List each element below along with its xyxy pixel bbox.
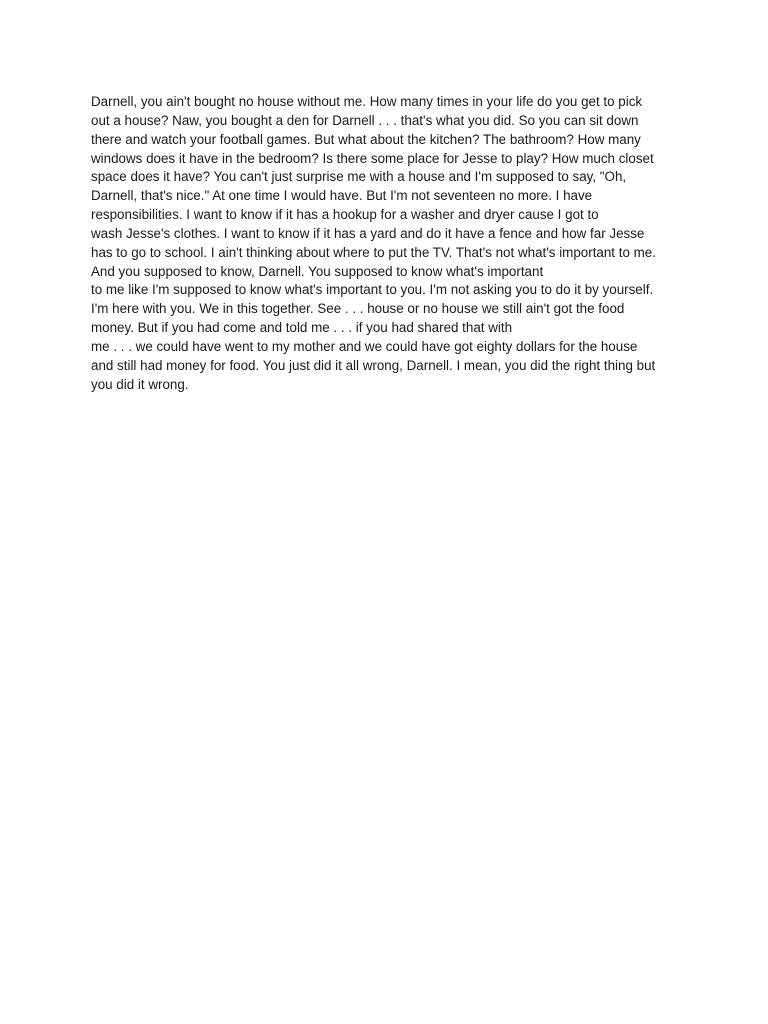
text-line: wash Jesse's clothes. I want to know if it has a yard and do it have a fence and how far Jesse [91, 225, 645, 241]
text-line: responsibilities. I want to know if it has a hookup for a washer and dryer cause I got to [91, 207, 599, 223]
text-line: has to go to school. I ain't thinking about where to put the TV. That's not what's important to me. [91, 244, 656, 260]
text-line: me . . . we could have went to my mother and we could have got eighty dollars for the house [91, 338, 638, 354]
text-line: space does it have? You can't just surprise me with a house and I'm supposed to say, "Oh, [91, 169, 627, 185]
text-line: money. But if you had come and told me . . . if you had shared that with [91, 320, 513, 336]
text-line: to me like I'm supposed to know what's important to you. I'm not asking you to do it by yourself. [91, 282, 654, 298]
text-line: there and watch your football games. But what about the kitchen? The bathroom? How many [91, 131, 641, 147]
text-line: And you supposed to know, Darnell. You supposed to know what's important [91, 263, 544, 279]
text-line: windows does it have in the bedroom? Is there some place for Jesse to play? How much closet [91, 150, 654, 166]
text-line: you did it wrong. [91, 376, 189, 392]
text-line: Darnell, that's nice." At one time I would have. But I'm not seventeen no more. I have [91, 188, 593, 204]
text-line: and still had money for food. You just did it all wrong, Darnell. I mean, you did the right thing but [91, 357, 656, 373]
text-line: I'm here with you. We in this together. See . . . house or no house we still ain't got the food [91, 301, 625, 317]
text-line: out a house? Naw, you bought a den for Darnell . . . that's what you did. So you can sit down [91, 112, 639, 128]
text-line: Darnell, you ain't bought no house without me. How many times in your life do you get to pick [91, 94, 643, 109]
monologue-paragraph [91, 93, 691, 395]
